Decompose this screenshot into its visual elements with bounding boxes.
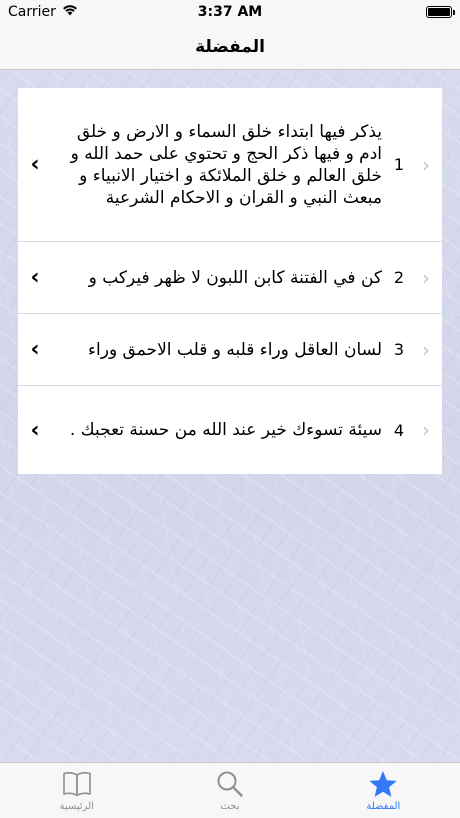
item-text: لسان العاقل وراء قلبه و قلب الاحمق وراء xyxy=(88,339,382,360)
status-bar xyxy=(0,0,460,24)
disclosure-chevron-icon: › xyxy=(422,265,430,290)
disclosure-chevron-icon: › xyxy=(422,418,430,442)
item-number: 3 xyxy=(393,340,405,359)
chevron-left-icon[interactable]: ‹ xyxy=(30,417,40,443)
item-number: 1 xyxy=(393,155,405,174)
tab-label: بحث xyxy=(220,800,240,812)
page-title: المفضلة xyxy=(195,36,265,57)
wifi-icon xyxy=(62,4,78,20)
status-time: 3:37 AM xyxy=(197,4,263,20)
list-item[interactable] xyxy=(18,242,442,314)
status-left xyxy=(8,4,78,20)
search-icon xyxy=(216,770,244,798)
tab-favorites[interactable] xyxy=(307,763,460,818)
chevron-left-icon[interactable]: ‹ xyxy=(30,337,40,362)
tab-bar xyxy=(0,762,460,818)
navigation-bar xyxy=(0,24,460,70)
tab-home[interactable] xyxy=(0,763,153,818)
tab-search[interactable] xyxy=(153,763,306,818)
item-number: 4 xyxy=(393,420,405,440)
item-text: كن في الفتنة كابن اللبون لا ظهر فيركب و xyxy=(88,267,382,288)
item-number: 2 xyxy=(393,268,405,287)
list-item[interactable] xyxy=(18,314,442,386)
chevron-left-icon[interactable]: ‹ xyxy=(30,265,40,290)
disclosure-chevron-icon: › xyxy=(422,152,430,177)
item-text: يذكر فيها ابتداء خلق السماء و الارض و خلق ادم و فيها ذكر الحج و تحتوي على حمد الله و خلق العالم و خلق الملائكة و اختيار الانبياء و مبعث النبي و القران و الاحكام الشرعية xyxy=(70,121,382,208)
disclosure-chevron-icon: › xyxy=(422,337,430,362)
tab-label: المفضلة xyxy=(366,800,401,812)
item-text: سيئة تسوءك خير عند الله من حسنة تعجبك . xyxy=(69,420,382,440)
book-icon xyxy=(62,770,92,798)
carrier-label: Carrier xyxy=(8,4,56,20)
favorites-list xyxy=(18,88,442,474)
chevron-left-icon[interactable]: ‹ xyxy=(30,152,40,177)
favorites-content[interactable] xyxy=(0,70,460,762)
list-item[interactable] xyxy=(18,88,442,242)
tab-label: الرئيسية xyxy=(59,800,94,812)
star-icon xyxy=(368,770,398,798)
battery-icon xyxy=(426,6,452,18)
list-item[interactable] xyxy=(18,386,442,474)
